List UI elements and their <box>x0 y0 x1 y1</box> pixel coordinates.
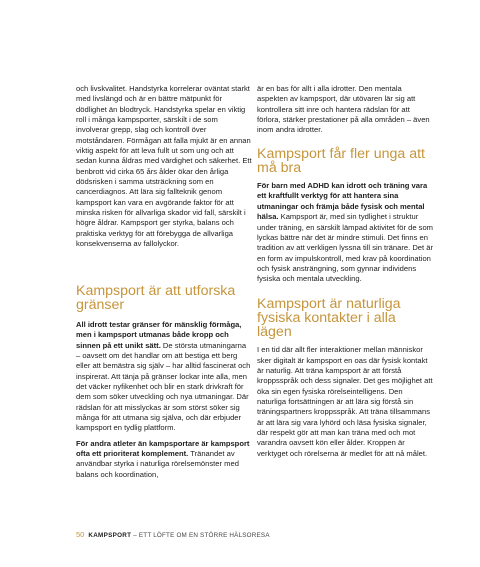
body-paragraph: I en tid där allt fler interaktioner mellan människor sker digitalt är kampsport en oas där fysisk kontakt är naturlig. Att träna kampsport är att förstå kroppsspråk och dess signaler. Det ges möjlighet att öka sin egen fysiska rörelseintelligens. Den naturliga fortsättningen är att lära sig förstå sin träningspartners kroppsspråk. Att träna tillsammans är att lära sig vara lyhörd och läsa fysiska signaler, där respekt gör att man kan träna med och mot varandra oavsett kön eller ålder. Kroppen är verktyget och rörelserna är medlet för att nå målet. <box>257 345 433 458</box>
body-paragraph <box>257 181 433 284</box>
section-heading: Kampsport är att utforska gränser <box>76 283 236 314</box>
body-text: De största utmaningarna – oavsett om det handlar om att bestiga ett berg eller att bemästra sig själv – har alltid fascinerat och inspirerat. Att tänja på gränser lockar inte alla, men det väcker nyfikenhet och blir en stark drivkraft för dem som söker utveckling och nya utmaningar. Där rädslan för att misslyckas är som störst söker sig många för att utmana sig själva, och där erbjuder kampsport en tydlig plattform. <box>76 340 251 433</box>
footer-tagline: – ETT LÖFTE OM EN STÖRRE HÄLSORESA <box>131 532 270 539</box>
body-paragraph <box>76 320 252 434</box>
section-heading: Kampsport är naturliga fysiska kontakter i alla lägen <box>257 295 401 340</box>
body-paragraph <box>76 439 252 480</box>
body-text: Tränandet av användbar styrka i naturliga rörelsemönster med balans och koordination, <box>76 449 239 479</box>
left-column <box>76 84 252 480</box>
lead-text: För andra atleter än kampsportare är kampsport ofta ett prioriterat komplement. <box>76 438 250 459</box>
right-column <box>257 84 433 459</box>
section-heading: Kampsport får fler unga att må bra <box>257 145 425 176</box>
body-text: Kampsport är, med sin tydlighet i struktur under träning, en särskilt lämpad aktivitet för de som lyckas bättre när det är mindre stimuli. Det finns en tradition av att verkligen lyssna till sin tränare. Det är en form av impulskontroll, med krav på koordination och fysisk ansträngning, som gynnar individens fysiska och mentala utveckling. <box>257 212 434 284</box>
body-paragraph: är en bas för allt i alla idrotter. Den mentala aspekten av kampsport, där utövaren lär sig att kontrollera sitt inre och hantera rädslan för att förlora, stärker prestationer på alla områden – även inom andra idrotter. <box>257 84 430 135</box>
lead-text: All idrott testar gränser för mänsklig förmåga, men i kampsport utmanas både kropp och sinnen på ett unikt sätt. <box>76 320 242 350</box>
body-paragraph: och livskvalitet. Handstyrka korrelerar oväntat starkt med livslängd och är en bättre mätpunkt för dödlighet än blodtryck. Handstyrka spelar en viktig roll i många kampsporter, särskilt i de som involverar grepp, slag och kontroll över motståndaren. Förmågan att falla mjukt är en annan viktig aspekt för att leva fullt ut som ung och att sedan kunna åldras med värdighet och säkerhet. Ett benbrott vid cirka 65 års ålder ökar den årliga dödsrisken i samma utsträckning som en cancerdiagnos. Att lära sig fallteknik genom kampsport kan vara en avgörande faktor för att minska risken för allvarliga skador vid fall, särskilt i högre åldrar. Kampsport ger styrka, balans och praktiska verktyg för att förebygga de allvarliga konsekvenserna av fallolyckor. <box>76 84 252 249</box>
footer-brand: KAMPSPORT <box>88 532 132 539</box>
page-number: 50 <box>76 530 85 539</box>
page-footer <box>76 531 270 540</box>
lead-text: För barn med ADHD kan idrott och träning vara ett kraftfullt verktyg för att hantera sina utmaningar och främja både fysisk och mental hälsa. <box>257 181 428 222</box>
